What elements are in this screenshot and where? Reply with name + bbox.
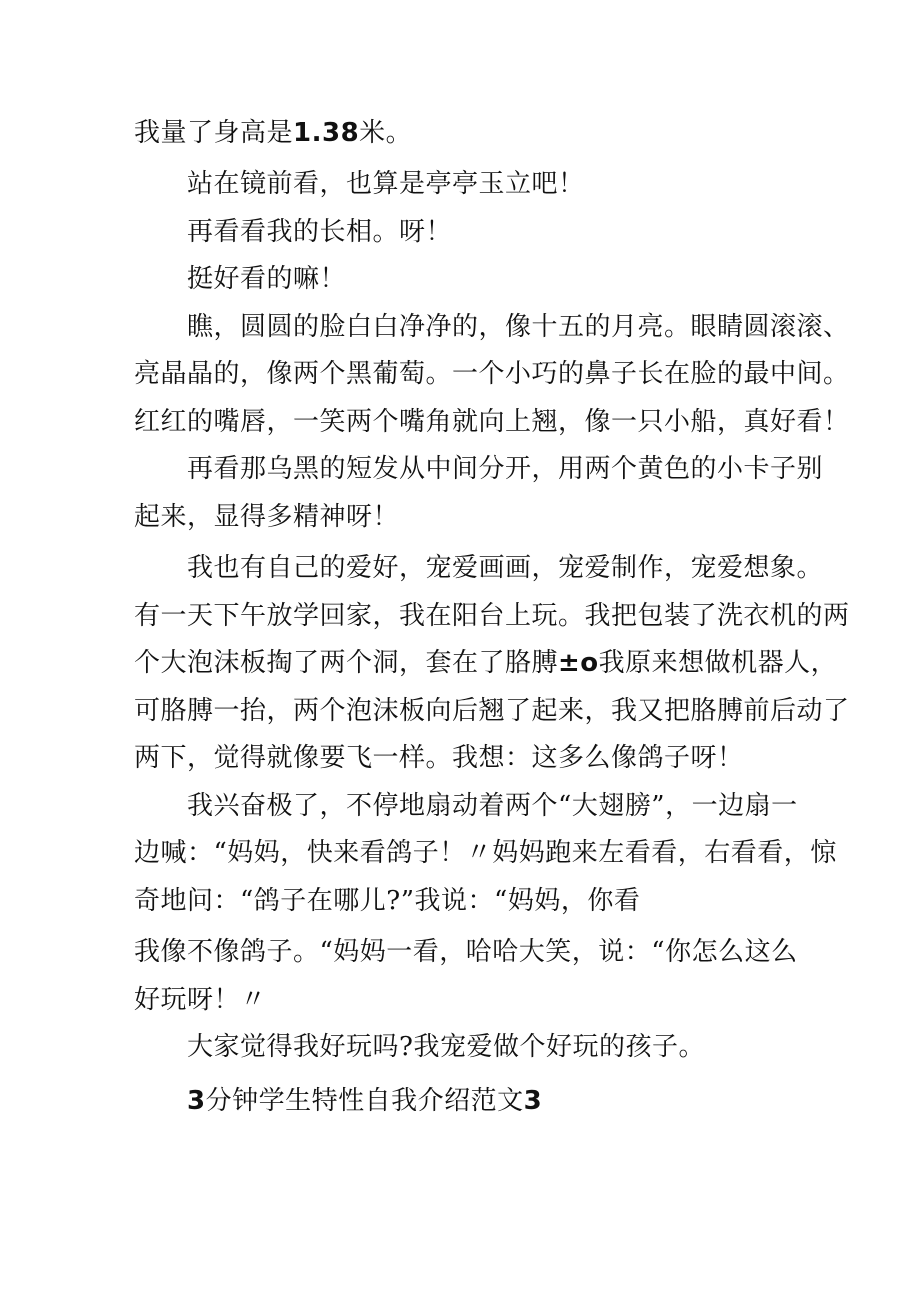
paragraph-line: 亮晶晶的，像两个黑葡萄。一个小巧的鼻子长在脸的最中间。 bbox=[134, 359, 850, 389]
paragraph-line: 边喊：“妈妈，快来看鸽子！〃妈妈跑来左看看，右看看，惊 bbox=[134, 838, 837, 868]
paragraph-line: 奇地问：“鸽子在哪儿?”我说：“妈妈，你看 bbox=[134, 886, 641, 916]
paragraph-line: 站在镜前看，也算是亭亭玉立吧！ bbox=[187, 169, 585, 199]
paragraph-line: 我兴奋极了，不停地扇动着两个“大翅膀”，一边扇一 bbox=[187, 791, 798, 821]
paragraph-line: 可胳膊一抬，两个泡沫板向后翘了起来，我又把胳膊前后动了 bbox=[134, 696, 850, 726]
paragraph-line: 红红的嘴唇，一笑两个嘴角就向上翘，像一只小船，真好看！ bbox=[134, 407, 850, 437]
paragraph-line: 两下，觉得就像要飞一样。我想：这多么像鸽子呀！ bbox=[134, 743, 744, 773]
paragraph-line: 有一天下午放学回家，我在阳台上玩。我把包装了洗衣机的两 bbox=[134, 601, 850, 631]
paragraph-line: 挺好看的嘛！ bbox=[187, 264, 347, 294]
paragraph-line: 起来，显得多精神呀！ bbox=[134, 502, 400, 532]
paragraph-line bbox=[134, 113, 412, 153]
paragraph-line: 瞧，圆圆的脸白白净净的，像十五的月亮。眼睛圆滚滚、 bbox=[187, 312, 850, 342]
paragraph-line: 好玩呀！〃 bbox=[134, 985, 267, 1015]
text-run: 我量了身高是 bbox=[134, 118, 294, 148]
symbol-run: ±o bbox=[558, 648, 599, 678]
heading-number: 3 bbox=[187, 1086, 206, 1116]
paragraph-line: 我也有自己的爱好，宠爱画画，宠爱制作，宠爱想象。 bbox=[187, 553, 824, 583]
height-value: 1.38 bbox=[293, 118, 360, 148]
heading-number: 3 bbox=[523, 1086, 543, 1116]
text-run: 我原来想做机器人， bbox=[598, 648, 838, 678]
text-run: 米。 bbox=[359, 118, 413, 148]
paragraph-line bbox=[134, 643, 837, 683]
paragraph-line: 再看那乌黑的短发从中间分开，用两个黄色的小卡子别 bbox=[187, 454, 824, 484]
section-heading bbox=[187, 1081, 542, 1121]
text-run: 个大泡沫板掏了两个洞，套在了胳膊 bbox=[134, 648, 559, 678]
heading-text: 分钟学生特性自我介绍范文 bbox=[205, 1086, 524, 1116]
paragraph-line: 再看看我的长相。呀！ bbox=[187, 217, 453, 247]
paragraph-line: 我像不像鸽子。“妈妈一看，哈哈大笑，说：“你怎么这么 bbox=[134, 937, 798, 967]
paragraph-line: 大家觉得我好玩吗?我宠爱做个好玩的孩子。 bbox=[187, 1032, 705, 1062]
